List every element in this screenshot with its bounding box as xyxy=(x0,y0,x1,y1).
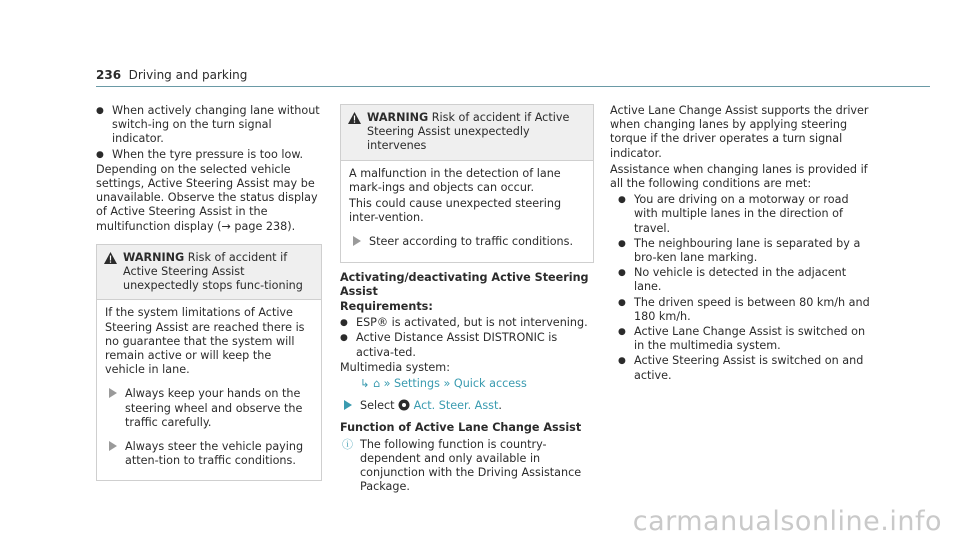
body-paragraph: Assistance when changing lanes is provided if all the following conditions are met: xyxy=(610,162,868,191)
home-icon: ⌂ xyxy=(372,377,381,391)
chevron-icon: » xyxy=(443,377,451,391)
bullet-icon: ● xyxy=(618,268,626,279)
instruction-step: Always steer the vehicle paying atten-tion to traffic conditions. xyxy=(105,440,313,468)
section-title: Driving and parking xyxy=(128,68,248,82)
steering-assist-icon xyxy=(398,399,410,411)
list-item: ● When actively changing lane without switch-ing on the turn signal indicator. xyxy=(96,104,320,146)
header-rule xyxy=(96,86,930,87)
warning-text: If the system limitations of Active Steering Assist are reached there is no guarantee that the system will remain active or will keep the vehicle in lane. xyxy=(105,306,305,377)
warning-box xyxy=(340,104,594,263)
list-item: ● When the tyre pressure is too low. xyxy=(96,147,304,161)
step-arrow-icon xyxy=(344,400,352,410)
bullet-icon: ● xyxy=(96,149,104,160)
bullet-icon: ● xyxy=(618,327,626,338)
step-arrow-icon xyxy=(109,388,117,398)
step-arrow-icon xyxy=(353,236,361,246)
list-item: ● Active Distance Assist DISTRONIC is activa-ted. xyxy=(340,331,558,359)
warning-title: Risk of accident if Active Steering Assist unexpectedly stops func-tioning xyxy=(123,250,303,293)
warning-text: This could cause unexpected steering inter-vention. xyxy=(349,197,562,225)
column-2 xyxy=(340,104,594,494)
column-3 xyxy=(610,104,874,384)
chevron-icon: » xyxy=(383,377,391,391)
bullet-icon: ● xyxy=(618,356,626,367)
column-1 xyxy=(96,104,322,481)
warning-body xyxy=(341,161,593,262)
return-arrow-icon: ↳ xyxy=(360,377,370,391)
warning-text: A malfunction in the detection of lane mark-ings and objects can occur. xyxy=(349,166,561,194)
page-number: 236 xyxy=(96,68,122,82)
instruction-step: Always keep your hands on the steering wheel and observe the traffic carefully. xyxy=(105,387,313,430)
warning-box xyxy=(96,244,322,482)
menu-path-settings: Settings xyxy=(394,377,440,391)
bullet-icon: ● xyxy=(340,318,348,329)
bullet-icon: ● xyxy=(340,333,348,344)
page-header xyxy=(96,68,247,83)
bullet-icon: ● xyxy=(618,238,626,249)
requirements-label: Requirements: xyxy=(340,300,433,314)
instruction-step: Steer according to traffic conditions. xyxy=(349,235,585,249)
info-note-icon: ⓘ xyxy=(342,437,353,451)
multimedia-label: Multimedia system: xyxy=(340,360,450,374)
warning-header xyxy=(97,245,321,301)
bullet-icon: ● xyxy=(96,106,104,116)
watermark[interactable]: carmanualsonline.info xyxy=(632,505,942,537)
list-item: ● You are driving on a motorway or road with multiple lanes in the direction of travel. xyxy=(618,193,849,235)
warning-header xyxy=(341,105,593,161)
bullet-icon: ● xyxy=(618,297,626,308)
warning-label: WARNING xyxy=(367,111,429,124)
warning-body xyxy=(97,300,321,480)
menu-path xyxy=(340,377,594,391)
list-item: ● ESP® is activated, but is not intervening. xyxy=(340,316,588,330)
conditions-list xyxy=(610,193,874,383)
instruction-step: Select Act. Steer. Asst. xyxy=(340,399,594,413)
bullet-icon: ● xyxy=(618,195,626,206)
body-paragraph: Depending on the selected vehicle settings, Active Steering Assist may be unavailable. Observe the status display of Active Steering Assist in the multifunction display (→ page 238). xyxy=(96,162,318,233)
info-note: ⓘ The following function is country-dependent and only available in conjunction with the Driving Assistance Package. xyxy=(342,437,582,494)
body-paragraph: Active Lane Change Assist supports the driver when changing lanes by applying steering torque if the driver operates a turn signal indicator. xyxy=(610,104,869,160)
warning-triangle-icon xyxy=(348,112,361,124)
list-item: ● Active Lane Change Assist is switched on in the multimedia system. xyxy=(618,325,866,353)
list-item: ● Active Steering Assist is switched on and active. xyxy=(618,354,864,382)
menu-path-quick-access: Quick access xyxy=(453,377,527,391)
section-heading: Activating/deactivating Active Steering Assist xyxy=(340,270,589,298)
menu-item-act-steer-asst: Act. Steer. Asst xyxy=(413,399,499,413)
section-heading: Function of Active Lane Change Assist xyxy=(340,421,582,435)
warning-triangle-icon xyxy=(104,252,117,264)
list-item: ● The driven speed is between 80 km/h and 180 km/h. xyxy=(618,295,870,323)
warning-label: WARNING xyxy=(123,250,185,264)
step-arrow-icon xyxy=(109,441,117,451)
list-item: ● The neighbouring lane is separated by a bro-ken lane marking. xyxy=(618,236,861,265)
list-item: ● No vehicle is detected in the adjacent lane. xyxy=(618,266,847,294)
warning-title: Risk of accident if Active Steering Assist unexpectedly intervenes xyxy=(367,111,570,153)
